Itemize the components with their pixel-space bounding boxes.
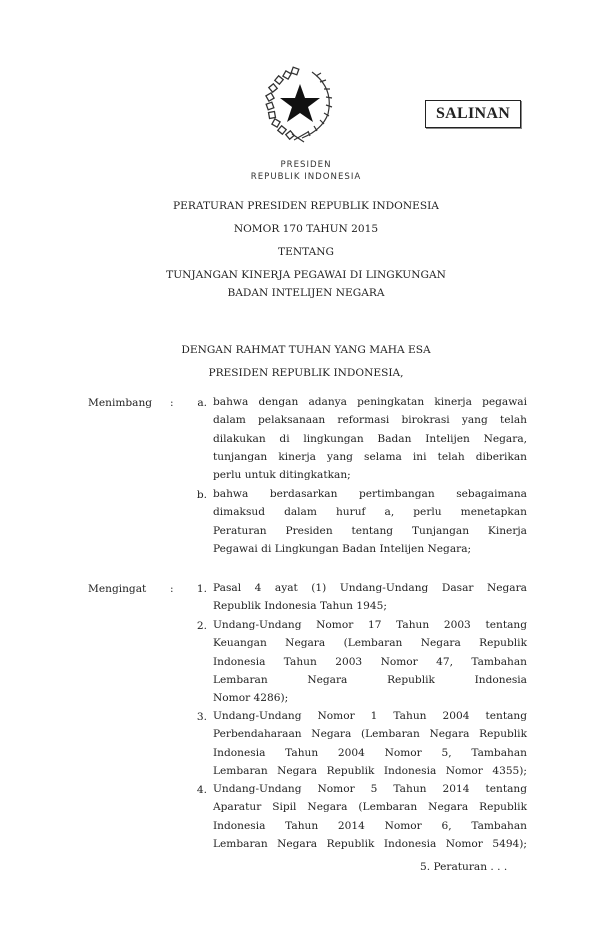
text-line: Pegawai di Lingkungan Badan Intelijen Negara; <box>213 542 472 555</box>
text-line: Lembaran Negara Republik Indonesia <box>213 673 527 686</box>
mengingat-item-marker-2: 2. <box>196 620 207 632</box>
menimbang-label: Menimbang <box>88 397 153 409</box>
mengingat-item-2 <box>213 616 527 707</box>
text-line: bahwa berdasarkan pertimbangan sebagaimana <box>213 488 527 500</box>
salinan-stamp: SALINAN <box>425 100 521 128</box>
mengingat-item-marker-4: 4. <box>196 784 207 796</box>
menimbang-colon: : <box>170 397 174 409</box>
text-line: dimaksud dalam huruf a, perlu menetapkan <box>213 506 527 519</box>
mengingat-colon: : <box>170 583 174 595</box>
regulation-number: NOMOR 170 TAHUN 2015 <box>233 223 379 235</box>
text-line: Pasal 4 ayat (1) Undang-Undang Dasar Negara <box>213 582 527 594</box>
office-label-republik: REPUBLIK INDONESIA <box>250 172 362 182</box>
mengingat-label: Mengingat <box>88 583 147 595</box>
mengingat-item-1 <box>213 579 527 616</box>
text-line: Undang-Undang Nomor 5 Tahun 2014 tentang <box>213 783 527 795</box>
text-line: dalam pelaksanaan reformasi birokrasi yang telah <box>213 414 527 427</box>
mengingat-item-marker-1: 1. <box>196 583 207 595</box>
text-line: Indonesia Tahun 2014 Nomor 6, Tambahan <box>213 819 527 832</box>
garuda-star-emblem-icon <box>264 66 336 144</box>
text-line: Indonesia Tahun 2003 Nomor 47, Tambahan <box>213 655 527 668</box>
preamble-divine-grace: DENGAN RAHMAT TUHAN YANG MAHA ESA <box>181 344 431 356</box>
text-line: tunjangan kinerja yang selama ini telah diberikan <box>213 450 527 463</box>
text-line: Nomor 4286); <box>213 692 289 705</box>
text-line: Lembaran Negara Republik Indonesia Nomor 5494); <box>213 837 527 850</box>
text-line: Perbendaharaan Negara (Lembaran Negara Republik <box>213 728 527 741</box>
text-line: bahwa dengan adanya peningkatan kinerja pegawai <box>213 396 527 408</box>
mengingat-item-3 <box>213 707 527 780</box>
text-line: Lembaran Negara Republik Indonesia Nomor 4355); <box>213 764 527 777</box>
regulation-subject-line1: TUNJANGAN KINERJA PEGAWAI DI LINGKUNGAN <box>166 269 446 281</box>
text-line: Undang-Undang Nomor 17 Tahun 2003 tentang <box>213 619 527 631</box>
text-line: Indonesia Tahun 2004 Nomor 5, Tambahan <box>213 746 527 759</box>
text-line: perlu untuk ditingkatkan; <box>213 469 351 482</box>
regulation-about-label: TENTANG <box>278 246 334 258</box>
text-line: Keuangan Negara (Lembaran Negara Republik <box>213 637 527 650</box>
office-label-presiden: PRESIDEN <box>280 160 332 170</box>
menimbang-item-marker-a: a. <box>197 397 207 409</box>
menimbang-item-b <box>213 485 527 558</box>
page-continuation: 5. Peraturan . . . <box>420 861 508 873</box>
menimbang-item-a <box>213 393 527 484</box>
text-line: Aparatur Sipil Negara (Lembaran Negara Republik <box>213 801 527 814</box>
text-line: Peraturan Presiden tentang Tunjangan Kinerja <box>213 524 527 537</box>
mengingat-item-marker-3: 3. <box>196 711 207 723</box>
text-line: dilakukan di lingkungan Badan Intelijen Negara, <box>213 432 527 445</box>
preamble-president: PRESIDEN REPUBLIK INDONESIA, <box>208 367 404 379</box>
regulation-type: PERATURAN PRESIDEN REPUBLIK INDONESIA <box>173 200 439 212</box>
text-line: Republik Indonesia Tahun 1945; <box>213 600 387 613</box>
text-line: Undang-Undang Nomor 1 Tahun 2004 tentang <box>213 710 527 722</box>
mengingat-item-4 <box>213 780 527 853</box>
regulation-subject-line2: BADAN INTELIJEN NEGARA <box>227 287 385 299</box>
menimbang-item-marker-b: b. <box>196 489 207 501</box>
